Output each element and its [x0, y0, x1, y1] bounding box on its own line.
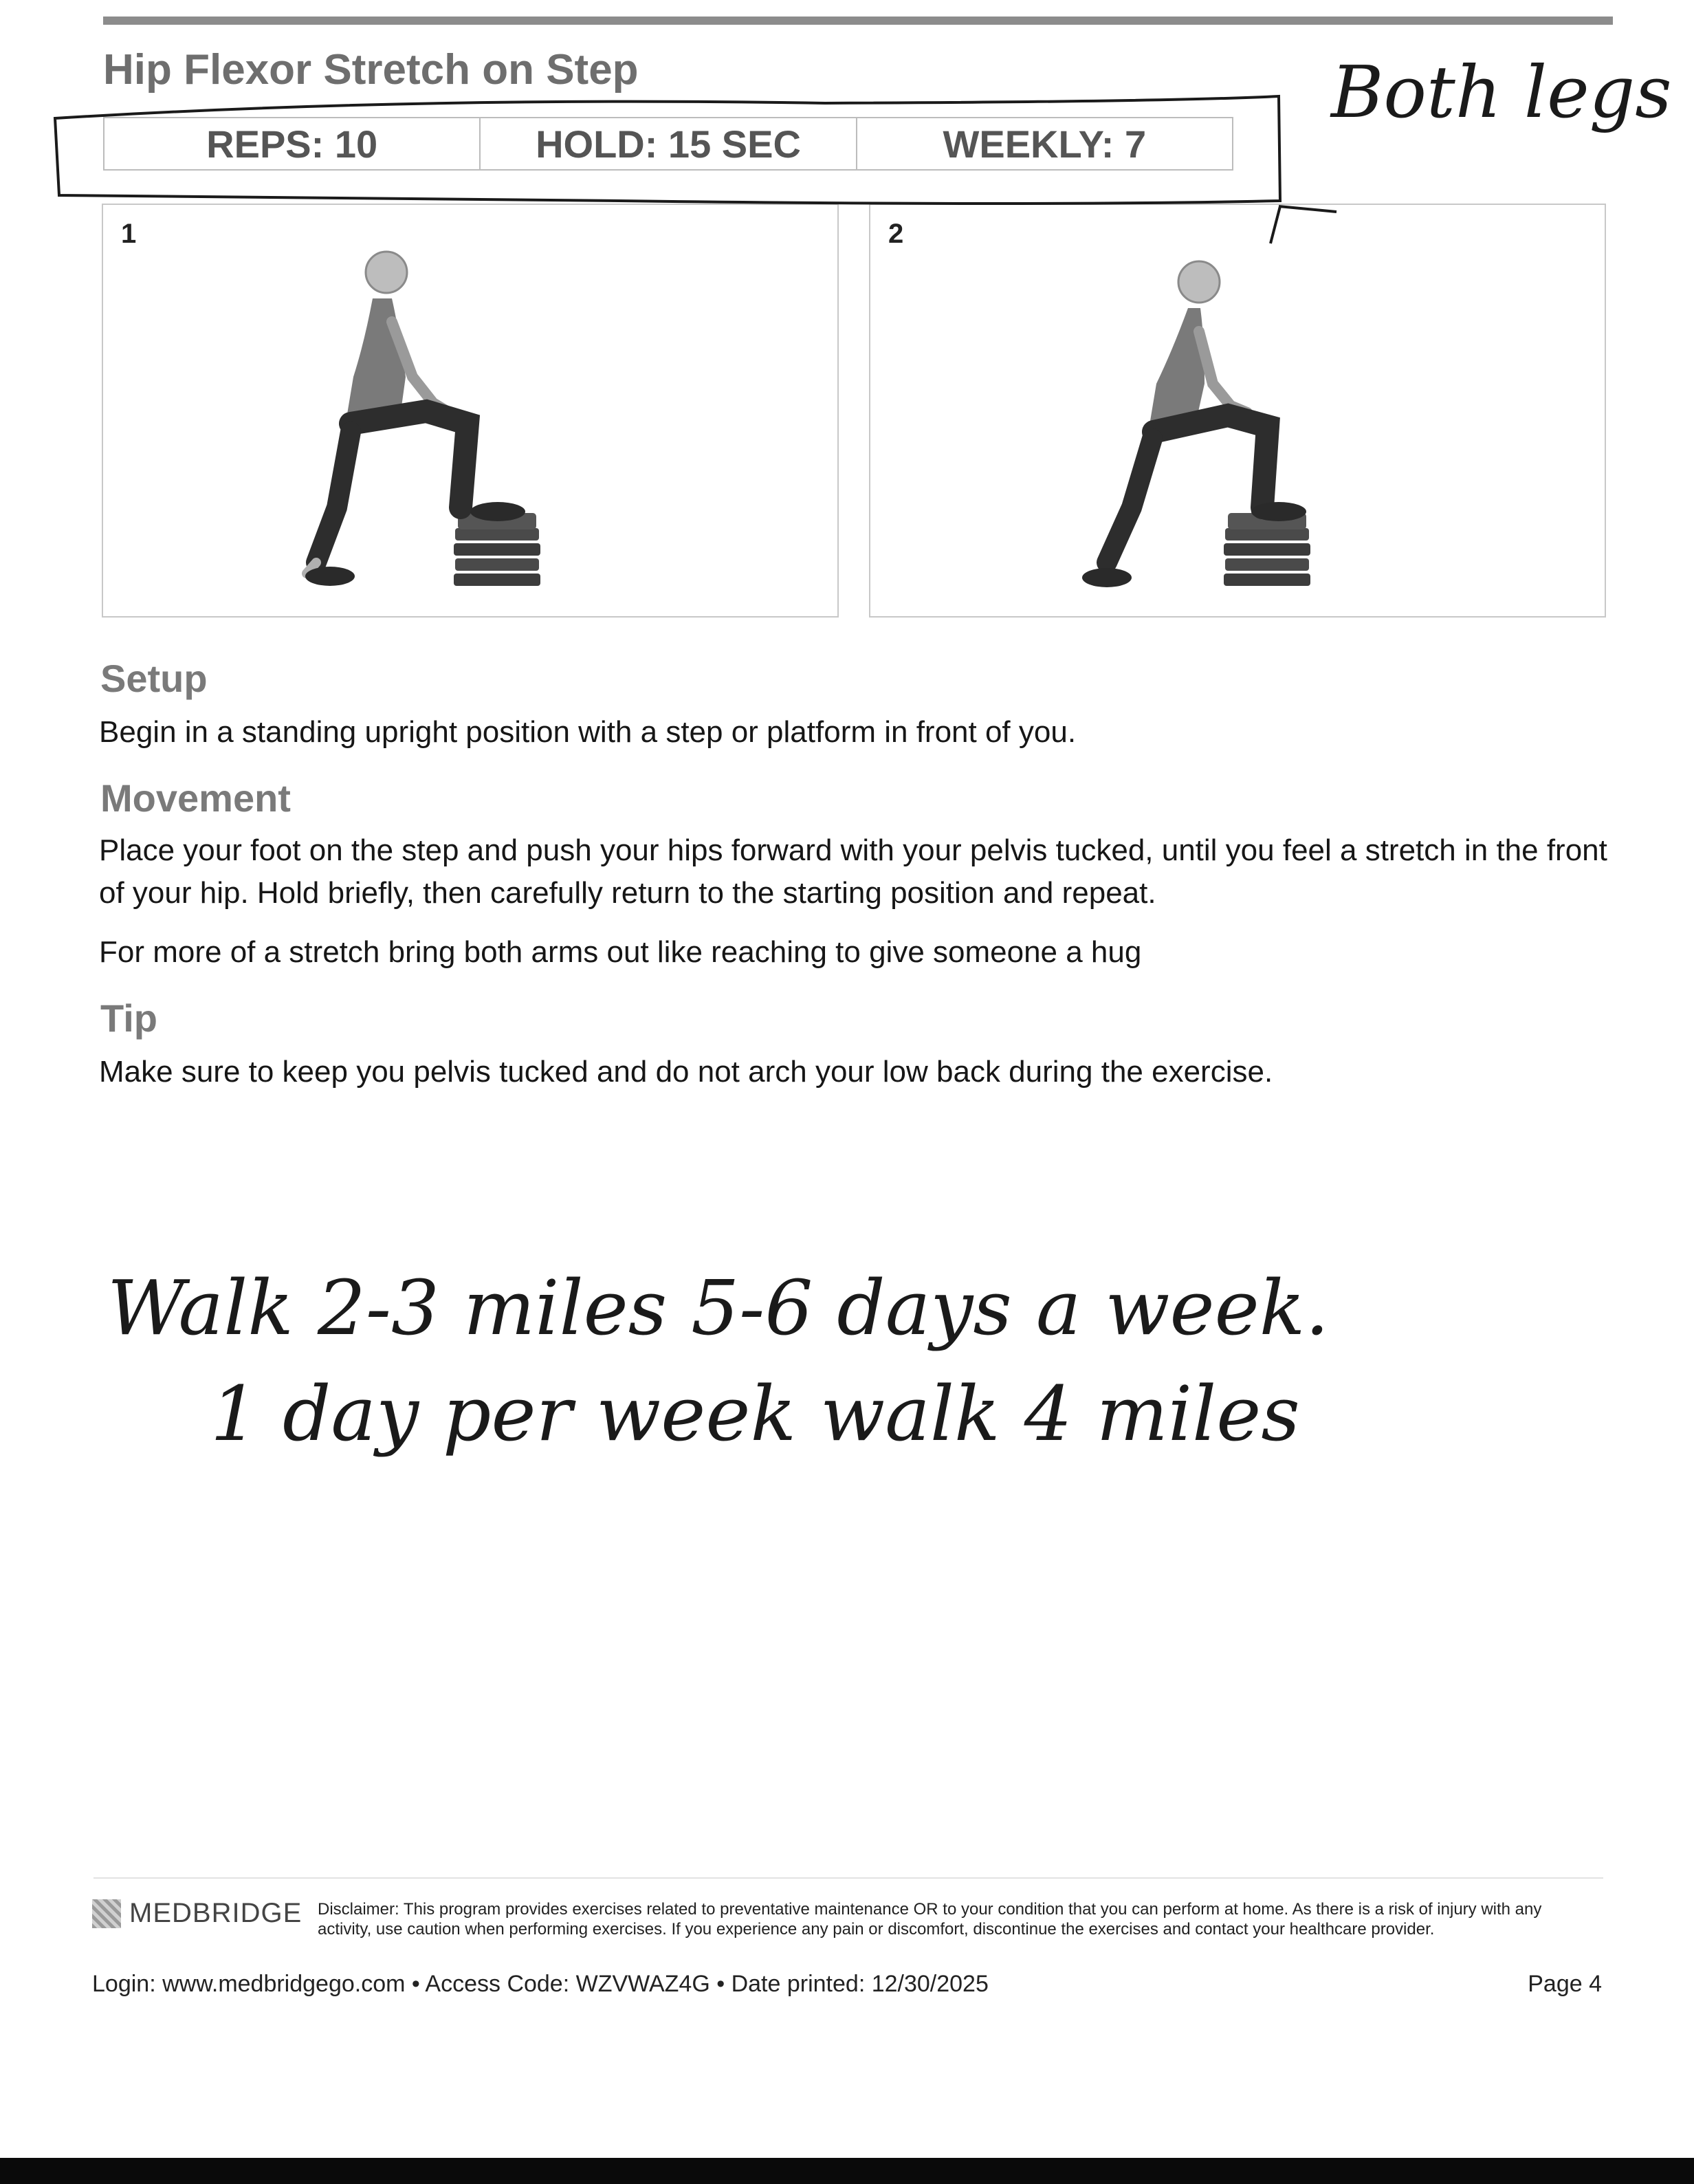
brand-name: MEDBRIDGE [129, 1898, 302, 1928]
scan-edge-bar [0, 2158, 1694, 2184]
page-number: Page 4 [1528, 1971, 1602, 1997]
date-printed: Date printed: 12/30/2025 [731, 1971, 989, 1997]
handwritten-note-walk: Walk 2-3 miles 5-6 days a week. [107, 1264, 1330, 1352]
handwritten-note-both-legs: Both legs [1331, 50, 1672, 134]
access-code: Access Code: WZVWAZ4G [425, 1971, 710, 1997]
separator: • [411, 1971, 426, 1997]
handwritten-note-weekly-walk: 1 day per week walk 4 miles [210, 1370, 1300, 1458]
disclaimer-text: Disclaimer: This program provides exercises related to preventative maintenance OR to your condition that you can perform at home. As there is a risk of injury with any activity, use caution when performing exercises. If you experience any pain or discomfort, discontinue the exercises and contact your healthcare provider. [318, 1900, 1542, 1939]
medbridge-logo-icon [92, 1899, 121, 1928]
tip-text: Make sure to keep you pelvis tucked and do not arch your low back during the exercise. [99, 1055, 1273, 1089]
top-divider [103, 17, 1613, 25]
image-number: 2 [888, 219, 904, 249]
movement-heading: Movement [100, 776, 291, 820]
setup-heading: Setup [100, 657, 208, 700]
exercise-title: Hip Flexor Stretch on Step [103, 46, 639, 94]
footer-divider [94, 1877, 1603, 1879]
footer-info [92, 1971, 1602, 1998]
login-url: Login: www.medbridgego.com [92, 1971, 406, 1997]
setup-text: Begin in a standing upright position with a step or platform in front of you. [99, 715, 1077, 749]
exercise-parameters [103, 117, 1233, 171]
weekly-param: WEEKLY: 7 [856, 118, 1232, 169]
image-number: 1 [121, 219, 137, 249]
movement-text: Place your foot on the step and push your hips forward with your pelvis tucked, until you feel a stretch in the front of your hip. Hold briefly, then carefully return to the starting position and repeat. [99, 833, 1607, 910]
tip-heading: Tip [100, 996, 157, 1040]
reps-param: REPS: 10 [206, 122, 378, 166]
hold-param: HOLD: 15 SEC [479, 118, 855, 169]
medbridge-logo [92, 1898, 302, 1929]
stretch-figure-illustration [870, 205, 1607, 619]
exercise-image-2 [869, 204, 1606, 618]
separator: • [716, 1971, 732, 1997]
exercise-image-1 [102, 204, 839, 618]
stretch-figure-illustration [103, 205, 840, 619]
movement-extra-text: For more of a stretch bring both arms out like reaching to give someone a hug [99, 935, 1142, 969]
